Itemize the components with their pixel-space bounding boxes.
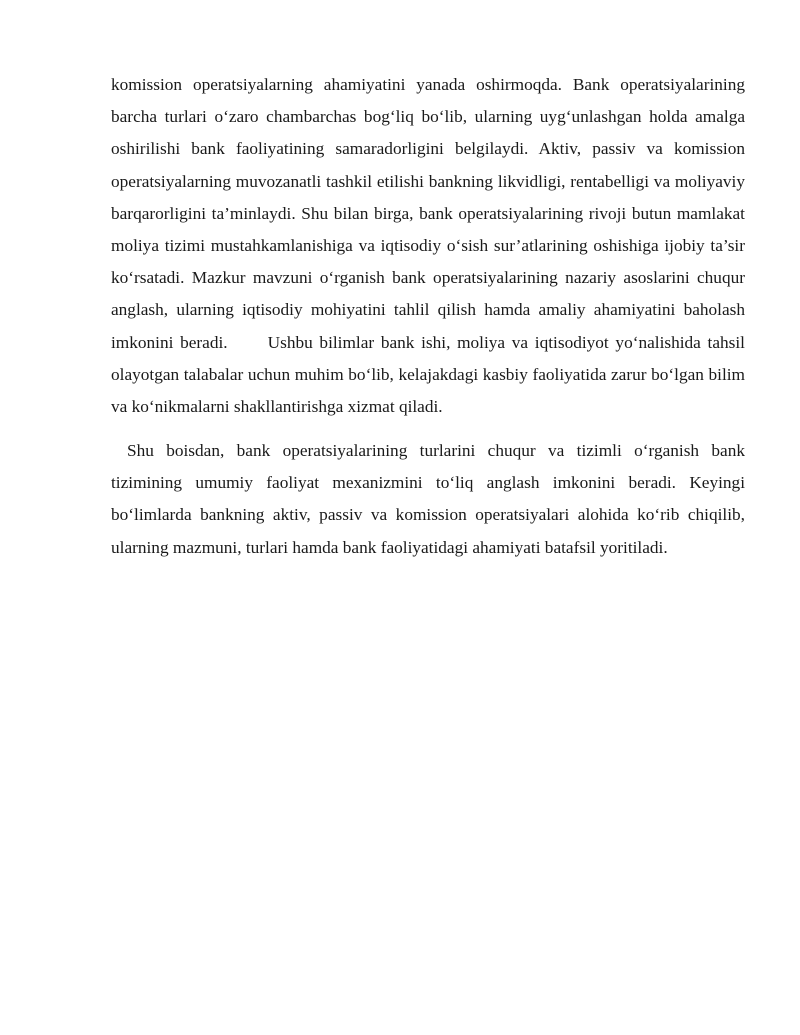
paragraph-text-continued: Ushbu bilimlar bank ishi, moliya va iqtisodiyot yo‘nalishida tahsil olayotgan talabalar uchun muhim bo‘lib, kelajakdagi kasbiy faoliyatida zarur bo‘lgan bilim va ko‘nikmalarni shakllantirishga xizmat qiladi. — [111, 332, 745, 417]
body-paragraph — [111, 69, 745, 423]
body-paragraph: Shu boisdan, bank operatsiyalarining turlarini chuqur va tizimli o‘rganish bank tizimining umumiy faoliyat mexanizmini to‘liq anglash imkonini beradi. Keyingi bo‘limlarda bankning aktiv, passiv va komission operatsiyalari alohida ko‘rib chiqilib, ularning mazmuni, turlari hamda bank faoliyatidagi ahamiyati batafsil yoritiladi. — [111, 441, 745, 557]
paragraph-text: komission operatsiyalarning ahamiyatini yanada oshirmoqda. Bank operatsiyalarining barcha turlari o‘zaro chambarchas bog‘liq bo‘lib, ularning uyg‘unlashgan holda amalga oshirilishi bank faoliyatining samaradorligini belgilaydi. Aktiv, passiv va komission operatsiyalarning muvozanatli tashkil etilishi bankning likvidligi, rentabelligi va moliyaviy barqarorligini ta’minlaydi. Shu bilan birga, bank operatsiyalarining rivoji butun mamlakat moliya tizimi mustahkamlanishiga va iqtisodiy o‘sish sur’atlarining oshishiga ijobiy ta’sir ko‘rsatadi. Mazkur mavzuni o‘rganish bank operatsiyalarining nazariy asoslarini chuqur anglash, ularning iqtisodiy mohiyatini tahlil qilish hamda amaliy ahamiyatini baholash imkonini beradi. — [111, 75, 745, 352]
